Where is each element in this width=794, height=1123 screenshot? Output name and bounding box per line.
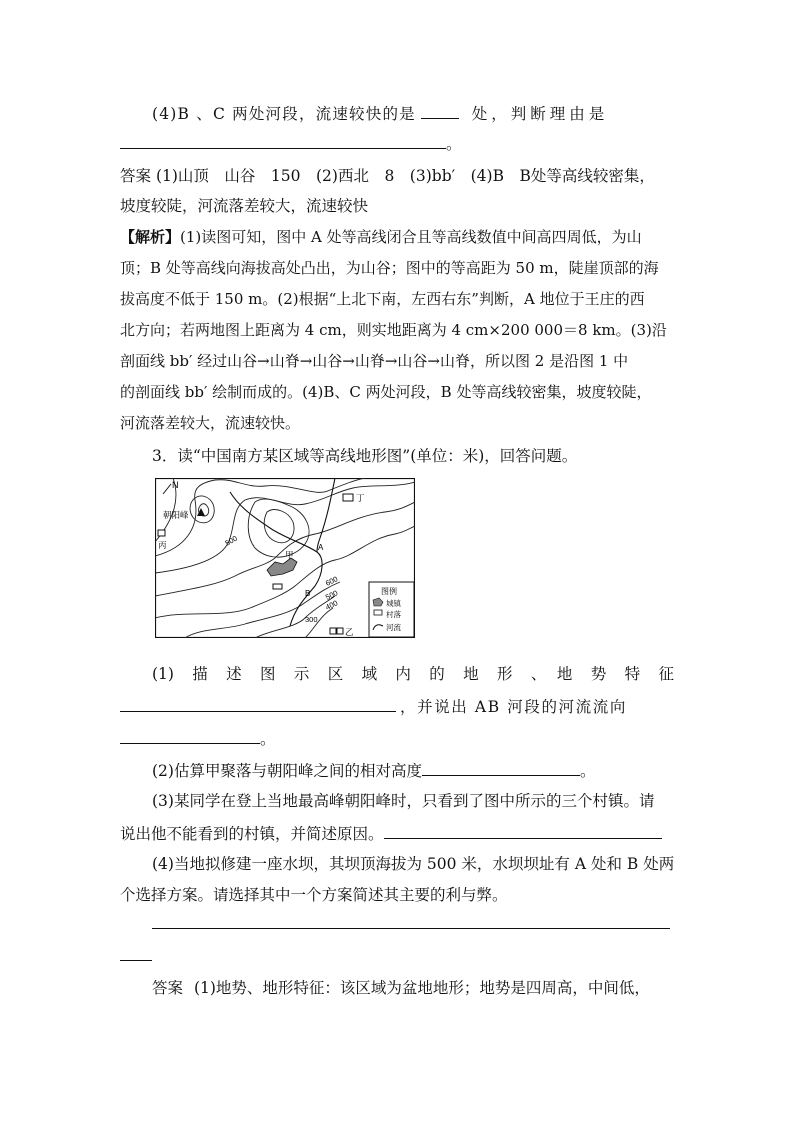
answer-2-line xyxy=(152,978,680,998)
q3-sub3-line-1: (3)某同学在登上当地最高峰朝阳峰时，只看到了图中所示的三个村镇。请 xyxy=(152,792,655,810)
contour-map xyxy=(155,478,415,638)
q3-sub4-line-1: (4)当地拟修建一座水坝，其坝顶海拔为 500 米，水坝坝址有 A 处和 B 处两 xyxy=(152,855,675,873)
q3-sub2-text: (2)估算甲聚落与朝阳峰之间的相对高度 xyxy=(152,762,422,780)
village-yi-label: 乙 xyxy=(345,628,354,638)
q3-sub1-line-2 xyxy=(120,695,680,717)
answer-label: 答案 xyxy=(152,979,184,997)
village-ding-icon xyxy=(343,494,353,501)
answer-blank[interactable] xyxy=(384,822,662,839)
contour-label: 500 xyxy=(324,588,340,602)
question-3-title: 3．读“中国南方某区域等高线地形图”(单位：米)，回答问题。 xyxy=(152,447,578,465)
answer-1-line-1 xyxy=(120,166,680,186)
answer-blank[interactable] xyxy=(421,102,459,119)
legend-village-icon xyxy=(374,610,382,615)
q4-blank-line: 。 xyxy=(120,132,680,154)
village-bing-label: 丙 xyxy=(158,541,167,551)
q4-text-a: (4)B 、C 两处河段，流速较快的是 xyxy=(152,105,416,123)
contour-label: 500 xyxy=(223,533,239,548)
analysis-label: 【解析】 xyxy=(120,228,181,246)
q3-sub2-line: (2)估算甲聚落与朝阳峰之间的相对高度 。 xyxy=(152,759,680,781)
point-b-label: B xyxy=(305,589,311,598)
analysis-line: 顶；B 处等高线向海拔高处凸出，为山谷；图中的等高距为 50 m，陡崖顶部的海 xyxy=(120,259,659,277)
answer-text: (1)地势、地形特征：该区域为盆地地形；地势是四周高，中间低， xyxy=(193,979,650,997)
village-bing-icon xyxy=(158,530,165,536)
legend-village-label: 村落 xyxy=(386,610,401,619)
peak-label: 朝阳峰 xyxy=(163,511,189,521)
analysis-line: 的剖面线 bb′ 绘制而成的。(4)B、C 两处河段，B 处等高线较密集，坡度较陡， xyxy=(120,383,652,401)
contour-label: 300 xyxy=(305,615,318,624)
town-jia-label: 甲 xyxy=(285,551,294,561)
village-yi-icon xyxy=(330,628,336,634)
answer-label: 答案 xyxy=(120,167,152,185)
q3-sub1-text: ，并说出 AB 河段的河流流向 xyxy=(400,698,627,716)
map-legend xyxy=(369,582,414,637)
answer-blank[interactable] xyxy=(152,928,670,929)
q4-text-b: 处，判断理由是 xyxy=(471,105,609,123)
legend-river-label: 河流 xyxy=(386,623,401,632)
legend-title: 图例 xyxy=(381,587,397,596)
answer-blank[interactable] xyxy=(120,132,446,149)
village-ding-label: 丁 xyxy=(356,494,365,504)
north-label: N xyxy=(172,480,179,490)
answer-1-line-2 xyxy=(120,196,680,216)
answer-blank[interactable] xyxy=(120,727,260,744)
q3-sub1-line-1: (1) 描 述 图 示 区 域 内 的 地 形 、 地 势 特 征 xyxy=(152,665,674,683)
analysis-line: 北方向；若两地图上距离为 4 cm，则实地距离为 4 cm×200 000＝8 km。(3)沿 xyxy=(120,321,667,339)
contour-label: 600 xyxy=(324,574,340,588)
analysis-line: 剖面线 bb′ 经过山谷→山脊→山谷→山脊→山谷→山脊，所以图 2 是沿图 1 中 xyxy=(120,352,629,370)
point-a-label: A xyxy=(318,543,324,552)
q4-prev-line xyxy=(152,102,680,124)
answer-blank[interactable] xyxy=(120,695,396,712)
answer-text: (1)山顶 山谷 150 (2)西北 8 (3)bb′ (4)B B处等高线较密集， xyxy=(155,167,655,185)
village-icon xyxy=(273,584,282,589)
legend-town-label: 城镇 xyxy=(386,599,401,608)
q3-sub3-text: 说出他不能看到的村镇，并简述原因。 xyxy=(120,825,384,843)
village-yi-icon xyxy=(337,628,343,634)
q3-sub3-line-2 xyxy=(120,822,680,844)
answer-blank[interactable] xyxy=(422,759,580,776)
q3-sub4-line-2: 个选择方案。请选择其中一个方案简述其主要的利与弊。 xyxy=(120,886,508,904)
analysis-line: 拔高度不低于 150 m。(2)根据“上北下南，左西右东”判断，A 地位于王庄的西 xyxy=(120,290,645,308)
contour-label: 400 xyxy=(324,598,340,612)
answer-blank[interactable] xyxy=(120,960,152,961)
analysis-line-1: 【解析】(1)读图可知，图中 A 处等高线闭合且等高线数值中间高四周低，为山 xyxy=(120,228,642,246)
q3-sub1-line-3: 。 xyxy=(120,727,680,749)
analysis-line: 河流落差较大，流速较快。 xyxy=(120,414,301,432)
answer-text: 坡度较陡，河流落差较大，流速较快 xyxy=(120,197,369,215)
